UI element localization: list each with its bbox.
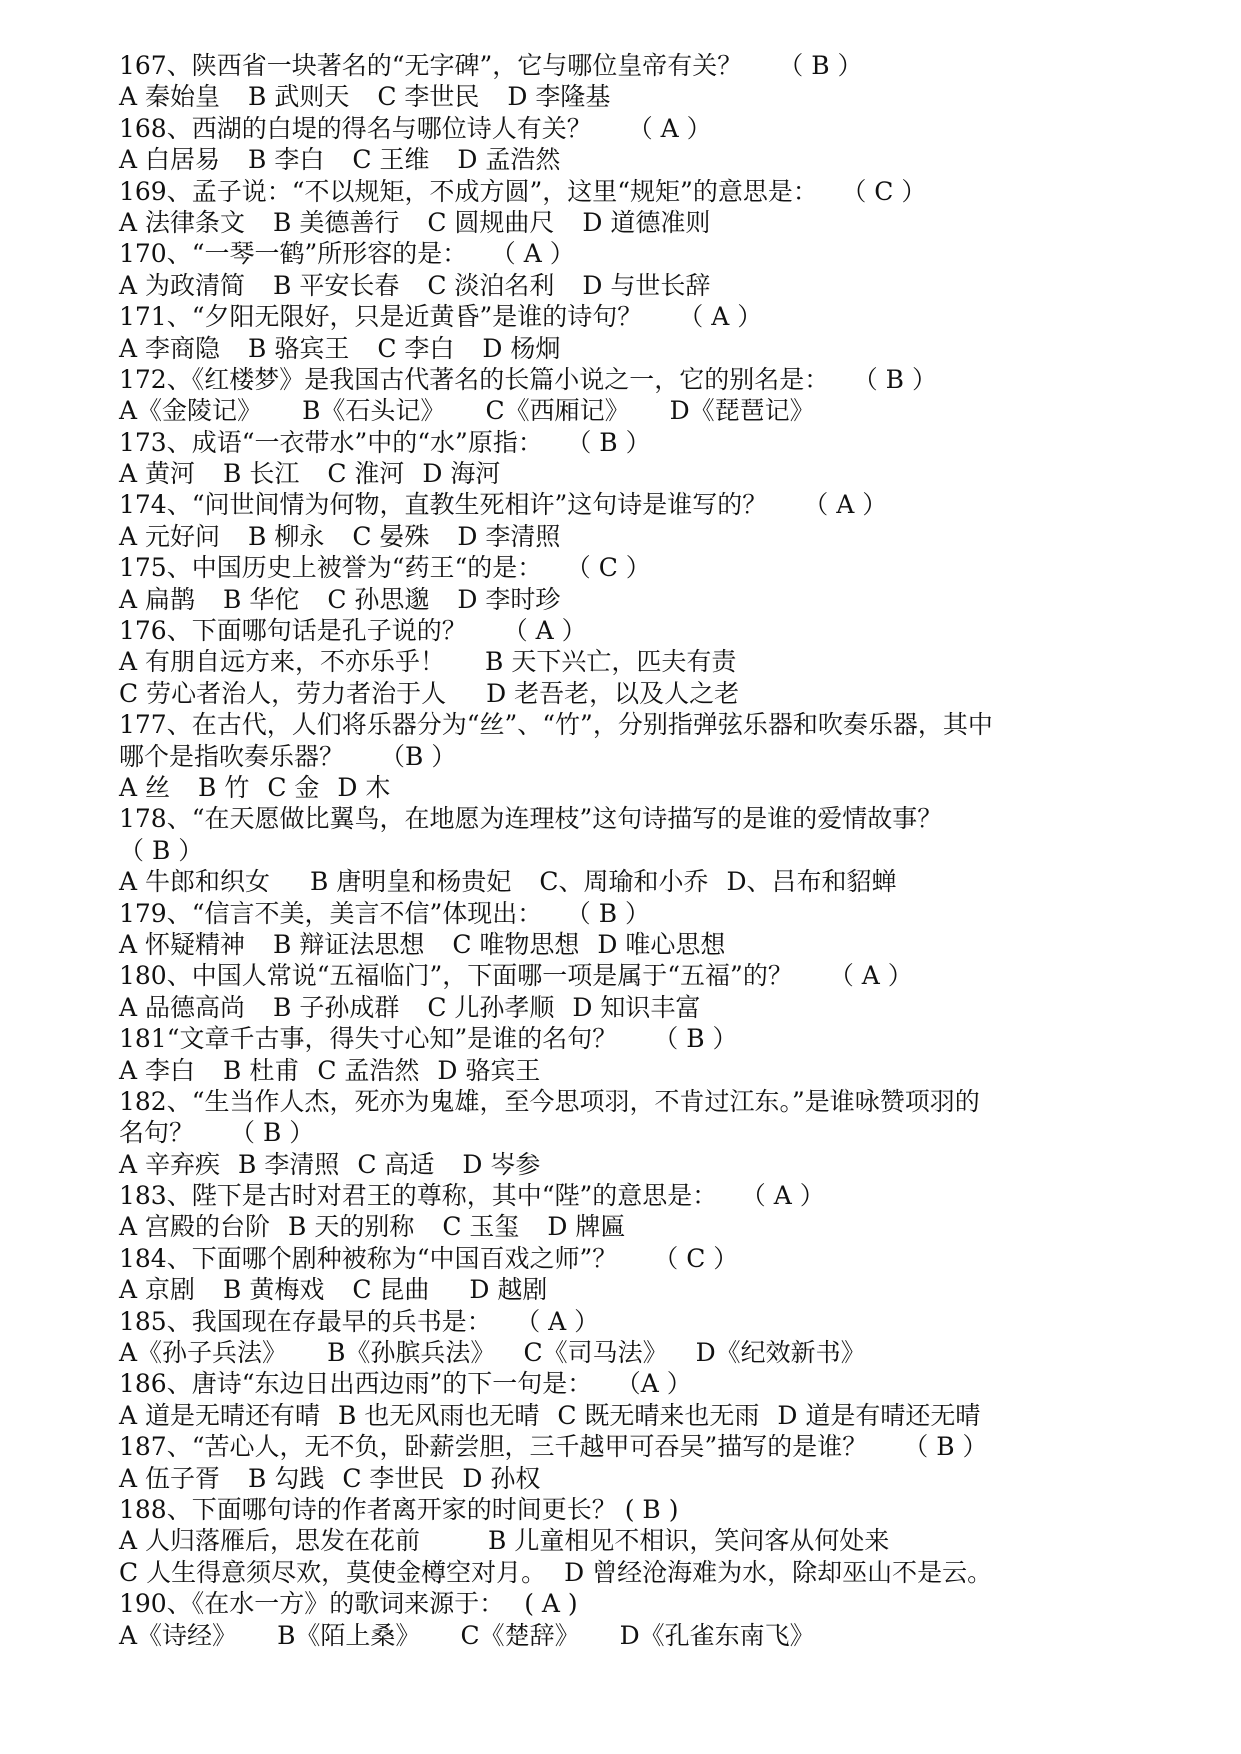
question-170: 170、“一琴一鹤”所形容的是： （ A ） — [119, 239, 575, 269]
answer: （ B ） — [230, 1118, 315, 1148]
answer: （ A ） — [503, 239, 575, 269]
question-167: 167、陕西省一块著名的“无字碑”，它与哪位皇帝有关？ （ B ） — [119, 51, 863, 80]
answer: （ A ） — [502, 616, 587, 646]
options-178: A 牛郎和织女 B 唐明皇和杨贵妃 C、周瑜和小乔 D、吕布和貂蝉 — [119, 867, 897, 897]
answer: （ A ） — [753, 1181, 825, 1211]
document-page — [119, 50, 1139, 1651]
question-176: 176、下面哪句话是孔子说的？ （ A ） — [119, 616, 587, 646]
options-175: A 扁鹊 B 华佗 C 孙思邈 D 李时珍 — [119, 584, 561, 614]
answer: （B ） — [380, 741, 457, 771]
question-178-cont — [119, 835, 1139, 866]
options-185: A《孙子兵法》 B《孙膑兵法》 C《司马法》 D《纪效新书》 — [119, 1338, 866, 1368]
answer: （ B ） — [578, 898, 651, 928]
answer: （ C ） — [578, 553, 651, 583]
options-187: A 伍子胥 B 勾践 C 李世民 D 孙权 — [119, 1463, 541, 1493]
options-169: A 法律条文 B 美德善行 C 圆规曲尺 D 道德准则 — [119, 207, 711, 237]
question-173: 173、成语“一衣带水”中的“水”原指： （ B ） — [119, 427, 651, 457]
question-190: 190、《在水一方》的歌词来源于： ( A ) — [119, 1589, 578, 1619]
question-168: 168、西湖的白堤的得名与哪位诗人有关？ （ A ） — [119, 113, 712, 143]
question-188: 188、下面哪句诗的作者离开家的时间更长？ ( B ) — [119, 1494, 679, 1524]
options-172: A《金陵记》 B《石头记》 C《西厢记》 D《琵琶记》 — [119, 396, 815, 426]
options-182: A 辛弃疾 B 李清照 C 高适 D 岑参 — [119, 1149, 541, 1179]
question-184: 184、下面哪个剧种被称为“中国百戏之师”？ （ C ） — [119, 1243, 739, 1273]
question-179: 179、“信言不美，美言不信”体现出： （ B ） — [119, 898, 651, 928]
answer: （ A ） — [828, 961, 913, 991]
answer: （ B ） — [119, 835, 204, 865]
options-180: A 品德高尚 B 子孙成群 C 儿孙孝顺 D 知识丰富 — [119, 992, 701, 1022]
question-177-cont: 哪个是指吹奏乐器？ （B ） — [119, 741, 457, 771]
options-170: A 为政清简 B 平安长春 C 淡泊名利 D 与世长辞 — [119, 270, 711, 300]
answer: （ A ） — [527, 1306, 600, 1336]
options-190: A《诗经》 B《陌上桑》 C《楚辞》 D《孔雀东南飞》 — [119, 1620, 815, 1650]
answer: （ B ） — [578, 427, 651, 457]
options-184: A 京剧 B 黄梅戏 C 昆曲 D 越剧 — [119, 1275, 548, 1305]
options-188-b: C 人生得意须尽欢，莫使金樽空对月。 D 曾经沧海难为水，除却巫山不是云。 — [119, 1557, 993, 1587]
options-188-a: A 人归落雁后，思发在花前 B 儿童相见不相识，笑问客从何处来 — [119, 1526, 890, 1556]
answer: ( B ) — [624, 1494, 679, 1524]
question-182-cont: 名句？ （ B ） — [119, 1118, 315, 1148]
answer: （ B ） — [653, 1024, 738, 1054]
options-183: A 宫殿的台阶 B 天的别称 C 玉玺 D 牌匾 — [119, 1212, 626, 1242]
answer: （ A ） — [627, 113, 712, 143]
answer: （ A ） — [678, 302, 763, 332]
question-178: 178、“在天愿做比翼鸟，在地愿为连理枝”这句诗描写的是谁的爱情故事？ — [119, 804, 943, 834]
options-168: A 白居易 B 李白 C 王维 D 孟浩然 — [119, 145, 561, 175]
options-177: A 丝 B 竹 C 金 D 木 — [119, 772, 391, 802]
question-174: 174、“问世间情为何物，直教生死相许”这句诗是谁写的？ （ A ） — [119, 490, 888, 520]
options-176-b: C 劳心者治人，劳力者治于人 D 老吾老，以及人之老 — [119, 678, 740, 708]
answer: ( A ) — [524, 1589, 578, 1619]
question-181: 181“文章千古事，得失寸心知”是谁的名句？ （ B ） — [119, 1024, 738, 1054]
question-187: 187、“苦心人，无不负，卧薪尝胆，三千越甲可吞吴”描写的是谁？ （ B ） — [119, 1432, 988, 1462]
options-179: A 怀疑精神 B 辩证法思想 C 唯物思想 D 唯心思想 — [119, 929, 726, 959]
options-174: A 元好问 B 柳永 C 晏殊 D 李清照 — [119, 521, 561, 551]
question-169: 169、孟子说：“不以规矩，不成方圆”，这里“规矩”的意思是： （ C ） — [119, 176, 927, 206]
answer: （ C ） — [653, 1243, 739, 1273]
options-173: A 黄河 B 长江 C 淮河 D 海河 — [119, 459, 501, 489]
question-185: 185、我国现在存最早的兵书是： （ A ） — [119, 1306, 600, 1336]
question-180: 180、中国人常说“五福临门”，下面哪一项是属于“五福”的？ （ A ） — [119, 961, 913, 991]
answer: （ A ） — [803, 490, 888, 520]
answer: （ C ） — [853, 176, 927, 206]
question-172: 172、《红楼梦》是我国古代著名的长篇小说之一，它的别名是： （ B ） — [119, 364, 937, 394]
answer: （ B ） — [865, 364, 937, 394]
options-167: A 秦始皇 B 武则天 C 李世民 D 李隆基 — [119, 82, 611, 112]
question-183: 183、陛下是古时对君王的尊称，其中“陛”的意思是： （ A ） — [119, 1181, 825, 1211]
question-175: 175、中国历史上被誉为“药王“的是： （ C ） — [119, 553, 651, 583]
options-171: A 李商隐 B 骆宾王 C 李白 D 杨炯 — [119, 333, 561, 363]
answer: （ B ） — [778, 51, 863, 80]
answer: （ B ） — [903, 1432, 988, 1462]
options-186: A 道是无晴还有晴 B 也无风雨也无晴 C 既无晴来也无雨 D 道是有晴还无晴 — [119, 1400, 981, 1430]
question-182: 182、“生当作人杰，死亦为鬼雄，至今思项羽，不肯过江东。”是谁咏赞项羽的 — [119, 1086, 980, 1116]
answer: （A ） — [628, 1369, 692, 1399]
options-176-a: A 有朋自远方来，不亦乐乎！ B 天下兴亡，匹夫有责 — [119, 647, 737, 677]
question-177: 177、在古代，人们将乐器分为“丝”、“竹”，分别指弹弦乐器和吹奏乐器，其中 — [119, 710, 993, 740]
options-181: A 李白 B 杜甫 C 孟浩然 D 骆宾王 — [119, 1055, 541, 1085]
question-171: 171、“夕阳无限好，只是近黄昏”是谁的诗句？ （ A ） — [119, 302, 763, 332]
question-186: 186、唐诗“东边日出西边雨”的下一句是： （A ） — [119, 1369, 692, 1399]
